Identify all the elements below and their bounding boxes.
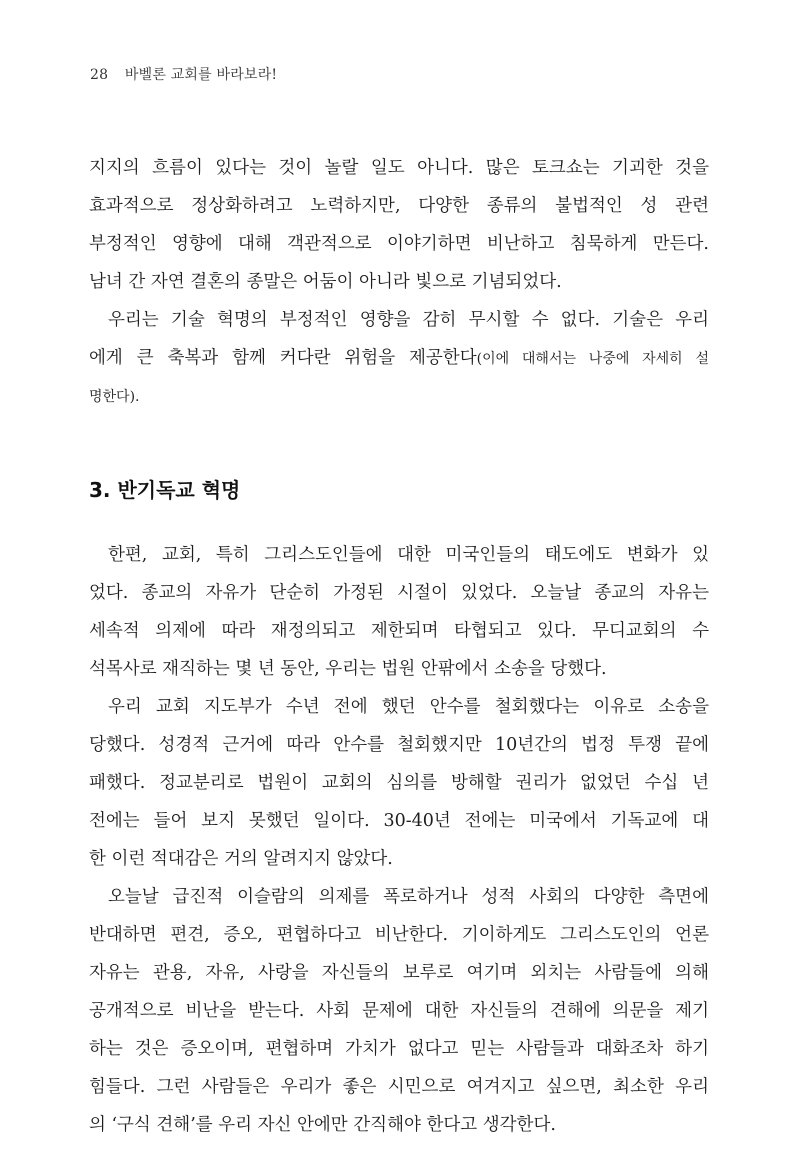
paragraph-1 [89,149,709,301]
section-heading: 3. 반기독교 혁명 [89,478,241,502]
text-line: 힘들다. 그런 사람들은 우리가 좋은 시민으로 여겨지고 싶으면, 최소한 우리 [89,1077,709,1097]
paragraph-4 [89,688,709,878]
text-line: 었다. 종교의 자유가 단순히 가정된 시절이 있었다. 오늘날 종교의 자유는 [89,583,709,603]
page-number: 28 [90,67,109,83]
text-line: 효과적으로 정상화하려고 노력하지만, 다양한 종류의 불법적인 성 관련 [89,196,709,216]
text-segment: 에게 큰 축복과 함께 커다란 위험을 제공한다 [89,348,477,368]
text-line: 반대하면 편견, 증오, 편협하다고 비난한다. 기이하게도 그리스도인의 언론 [89,925,709,945]
text-line: 지지의 흐름이 있다는 것이 놀랄 일도 아니다. 많은 토크쇼는 기괴한 것을 [89,158,709,178]
text-line: 우리는 기술 혁명의 부정적인 영향을 감히 무시할 수 없다. 기술은 우리 [108,310,709,330]
text-line: 석목사로 재직하는 몇 년 동안, 우리는 법원 안팎에서 소송을 당했다. [89,659,607,679]
text-line: 한편, 교회, 특히 그리스도인들에 대한 미국인들의 태도에도 변화가 있 [108,545,709,565]
paragraph-5 [89,878,709,1144]
text-line [89,339,709,377]
text-line: 부정적인 영향에 대해 객관적으로 이야기하면 비난하고 침묵하게 만든다. [89,234,709,254]
parenthetical-note: (이에 대해서는 나중에 자세히 설 [476,351,709,367]
text-line: 당했다. 성경적 근거에 따라 안수를 철회했지만 10년간의 법정 투쟁 끝에 [89,735,709,755]
paragraph-3 [89,536,709,688]
text-line: 공개적으로 비난을 받는다. 사회 문제에 대한 자신들의 견해에 의문을 제기 [89,1001,709,1021]
text-line: 오늘날 급진적 이슬람의 의제를 폭로하거나 성적 사회의 다양한 측면에 [108,887,709,907]
book-title: 바벨론 교회를 바라보라! [124,67,278,83]
running-header [90,64,277,84]
text-line: 패했다. 정교분리로 법원이 교회의 심의를 방해할 권리가 없었던 수십 년 [89,773,709,793]
text-line: 자유는 관용, 자유, 사랑을 자신들의 보루로 여기며 외치는 사람들에 의해 [89,963,709,983]
text-line: 남녀 간 자연 결혼의 종말은 어둠이 아니라 빛으로 기념되었다. [89,272,562,292]
parenthetical-note-end: 명한다). [89,389,140,405]
text-line: 한 이런 적대감은 거의 알려지지 않았다. [89,849,393,869]
text-line [89,377,709,415]
text-line: 세속적 의제에 따라 재정의되고 제한되며 타협되고 있다. 무디교회의 수 [89,621,709,641]
paragraph-2 [89,301,709,415]
text-line: 의 ‘구식 견해’를 우리 자신 안에만 간직해야 한다고 생각한다. [89,1115,556,1135]
text-line: 전에는 들어 보지 못했던 일이다. 30-40년 전에는 미국에서 기독교에 대 [89,811,709,831]
text-line: 우리 교회 지도부가 수년 전에 했던 안수를 철회했다는 이유로 소송을 [108,697,709,717]
text-line: 하는 것은 증오이며, 편협하며 가치가 없다고 믿는 사람들과 대화조차 하기 [89,1039,709,1059]
